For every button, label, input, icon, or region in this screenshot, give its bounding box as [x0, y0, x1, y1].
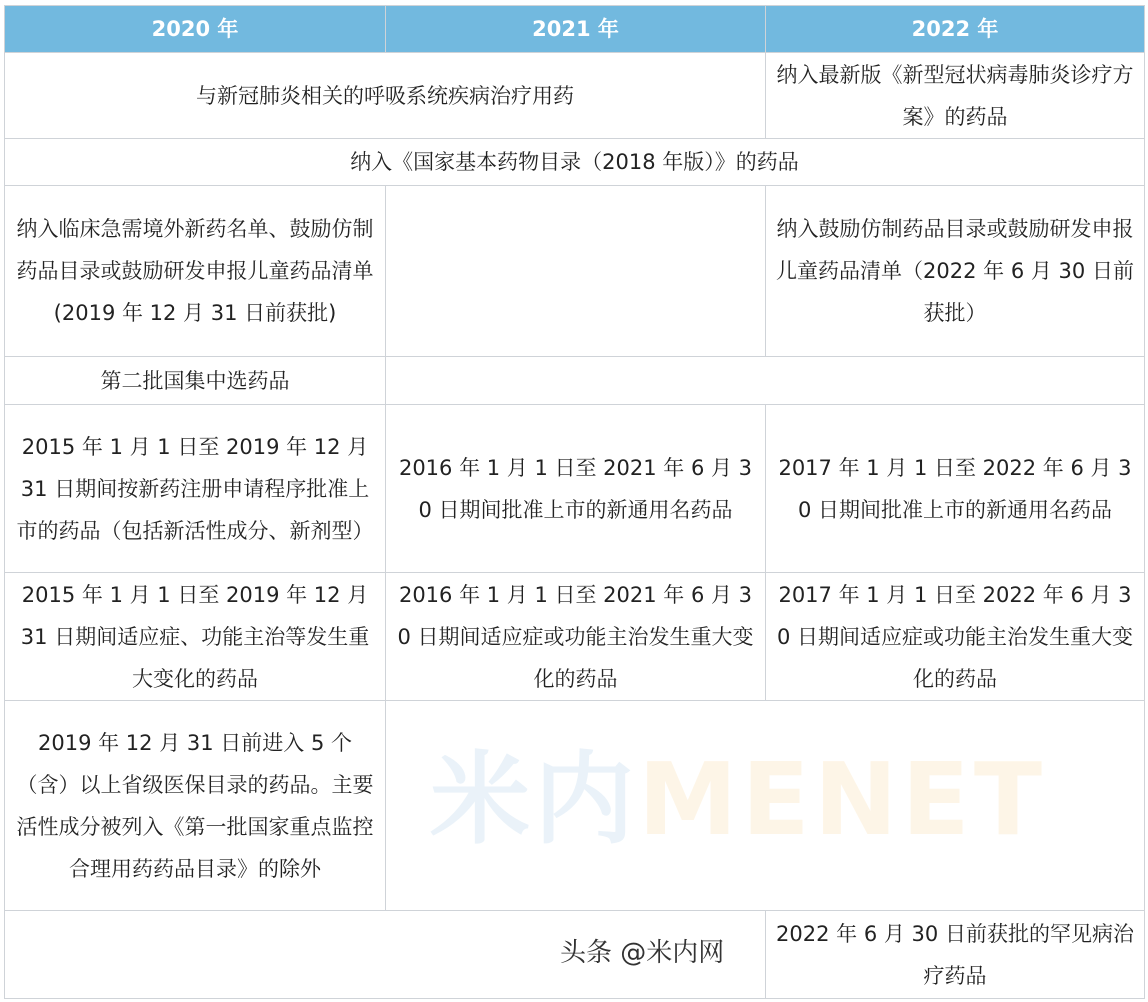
table-cell: 2016 年 1 月 1 日至 2021 年 6 月 30 日期间适应症或功能主治发生重大变化的药品 — [386, 573, 766, 701]
empty-cell — [386, 186, 766, 357]
watermark-en: MENET — [638, 741, 1047, 858]
drug-criteria-table — [4, 5, 1145, 999]
header-2022: 2022 年 — [766, 6, 1145, 53]
table-cell: 纳入《国家基本药物目录（2018 年版）》的药品 — [5, 139, 1145, 186]
table-cell: 2015 年 1 月 1 日至 2019 年 12 月 31 日期间适应症、功能主治等发生重大变化的药品 — [5, 573, 386, 701]
header-row — [5, 6, 1145, 53]
table-cell: 纳入最新版《新型冠状病毒肺炎诊疗方案》的药品 — [766, 53, 1145, 139]
source-credit: 头条 @米内网 — [560, 938, 725, 968]
table-row — [5, 405, 1145, 573]
table-cell: 2022 年 6 月 30 日前获批的罕见病治疗药品 — [766, 911, 1145, 999]
header-2020: 2020 年 — [5, 6, 386, 53]
table-row — [5, 186, 1145, 357]
table-cell: 与新冠肺炎相关的呼吸系统疾病治疗用药 — [5, 53, 766, 139]
empty-cell — [386, 357, 1145, 405]
header-2021: 2021 年 — [386, 6, 766, 53]
table-row — [5, 701, 1145, 911]
table-cell: 2015 年 1 月 1 日至 2019 年 12 月 31 日期间按新药注册申请程序批准上市的药品（包括新活性成分、新剂型） — [5, 405, 386, 573]
table-cell: 2016 年 1 月 1 日至 2021 年 6 月 30 日期间批准上市的新通用名药品 — [386, 405, 766, 573]
watermark-cn: 米内 — [430, 741, 638, 858]
table-row — [5, 357, 1145, 405]
table-cell: 第二批国集中选药品 — [5, 357, 386, 405]
empty-cell — [386, 701, 1145, 911]
table-cell: 纳入鼓励仿制药品目录或鼓励研发申报儿童药品清单（2022 年 6 月 30 日前获批） — [766, 186, 1145, 357]
table-row — [5, 53, 1145, 139]
table-row — [5, 573, 1145, 701]
table-cell: 2019 年 12 月 31 日前进入 5 个（含）以上省级医保目录的药品。主要活性成分被列入《第一批国家重点监控合理用药药品目录》的除外 — [5, 701, 386, 911]
table-cell: 纳入临床急需境外新药名单、鼓励仿制药品目录或鼓励研发申报儿童药品清单 (2019 年 12 月 31 日前获批) — [5, 186, 386, 357]
table-cell: 2017 年 1 月 1 日至 2022 年 6 月 30 日期间适应症或功能主治发生重大变化的药品 — [766, 573, 1145, 701]
table-row — [5, 139, 1145, 186]
table-cell: 2017 年 1 月 1 日至 2022 年 6 月 30 日期间批准上市的新通用名药品 — [766, 405, 1145, 573]
